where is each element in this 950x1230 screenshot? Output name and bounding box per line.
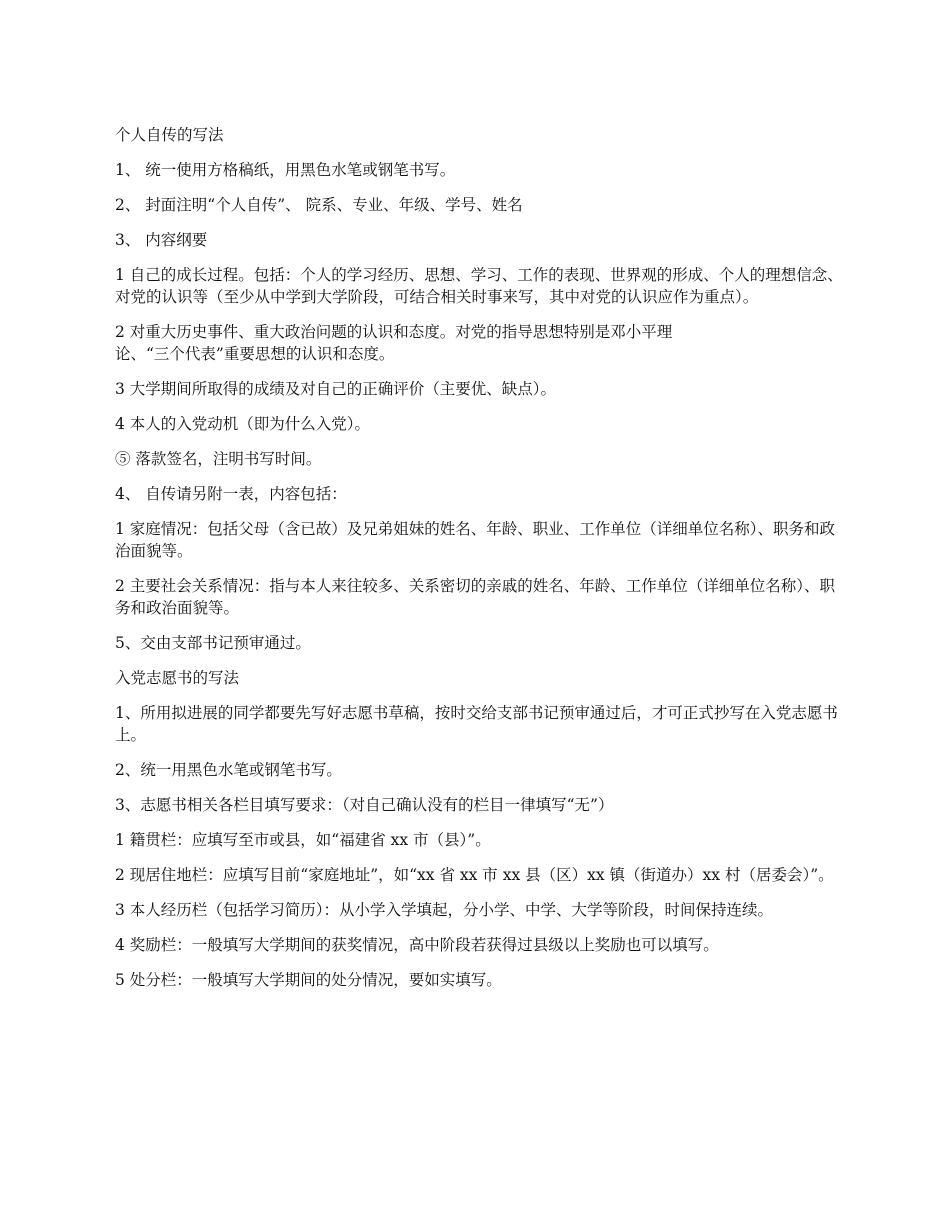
paragraph: ⑤ 落款签名，注明书写时间。 <box>115 450 322 468</box>
paragraph: 3 本人经历栏（包括学习简历）：从小学入学填起，分小学、中学、大学等阶段，时间保持连续。 <box>115 901 774 919</box>
paragraph: 4 本人的入党动机（即为什么入党）。 <box>115 415 371 433</box>
paragraph: 4、 自传请另附一表，内容包括： <box>115 485 347 503</box>
paragraph: 4 奖励栏：一般填写大学期间的获奖情况，高中阶段若获得过县级以上奖励也可以填写。 <box>115 936 719 954</box>
paragraph: 1 自己的成长过程。包括：个人的学习经历、思想、学习、工作的表现、世界观的形成、个人的理想信念、对党的认识等（至少从中学到大学阶段，可结合相关时事来写，其中对党的认识应作为重点）。 <box>115 266 843 306</box>
paragraph: 1、所用拟进展的同学都要先写好志愿书草稿，按时交给支部书记预审通过后，才可正式抄写在入党志愿书上。 <box>115 704 838 744</box>
document-page <box>115 124 845 1004</box>
paragraph: 3、志愿书相关各栏目填写要求：（对自己确认没有的栏目一律填写“无”） <box>115 796 614 814</box>
paragraph: 2、统一用黑色水笔或钢笔书写。 <box>115 761 342 779</box>
paragraph: 1 籍贯栏：应填写至市或县，如“福建省 xx 市（县）”。 <box>115 831 491 849</box>
paragraph: 5 处分栏：一般填写大学期间的处分情况，要如实填写。 <box>115 971 502 989</box>
paragraph: 1、 统一使用方格稿纸，用黑色水笔或钢笔书写。 <box>115 161 456 179</box>
paragraph: 3 大学期间所取得的成绩及对自己的正确评价（主要优、缺点）。 <box>115 380 557 398</box>
section-heading-autobiography: 个人自传的写法 <box>115 126 224 144</box>
section-heading-application: 入党志愿书的写法 <box>115 669 240 687</box>
paragraph: 1 家庭情况：包括父母（含已故）及兄弟姐妹的姓名、年龄、职业、工作单位（详细单位名称）、职务和政治面貌等。 <box>115 520 836 560</box>
paragraph: 2 主要社会关系情况：指与本人来往较多、关系密切的亲戚的姓名、年龄、工作单位（详细单位名称）、职务和政治面貌等。 <box>115 577 836 617</box>
paragraph: 3、 内容纲要 <box>115 231 208 249</box>
paragraph: 5、交由支部书记预审通过。 <box>115 634 311 652</box>
paragraph: 2 对重大历史事件、重大政治问题的认识和态度。对党的指导思想特别是邓小平理 论、“三个代表”重要思想的认识和态度。 <box>115 323 673 363</box>
paragraph: 2、 封面注明“个人自传”、 院系、专业、年级、学号、姓名 <box>115 196 523 214</box>
paragraph: 2 现居住地栏：应填写目前“家庭地址”，如“xx 省 xx 市 xx 县（区）xx 镇（街道办）xx 村（居委会）”。 <box>115 866 834 884</box>
